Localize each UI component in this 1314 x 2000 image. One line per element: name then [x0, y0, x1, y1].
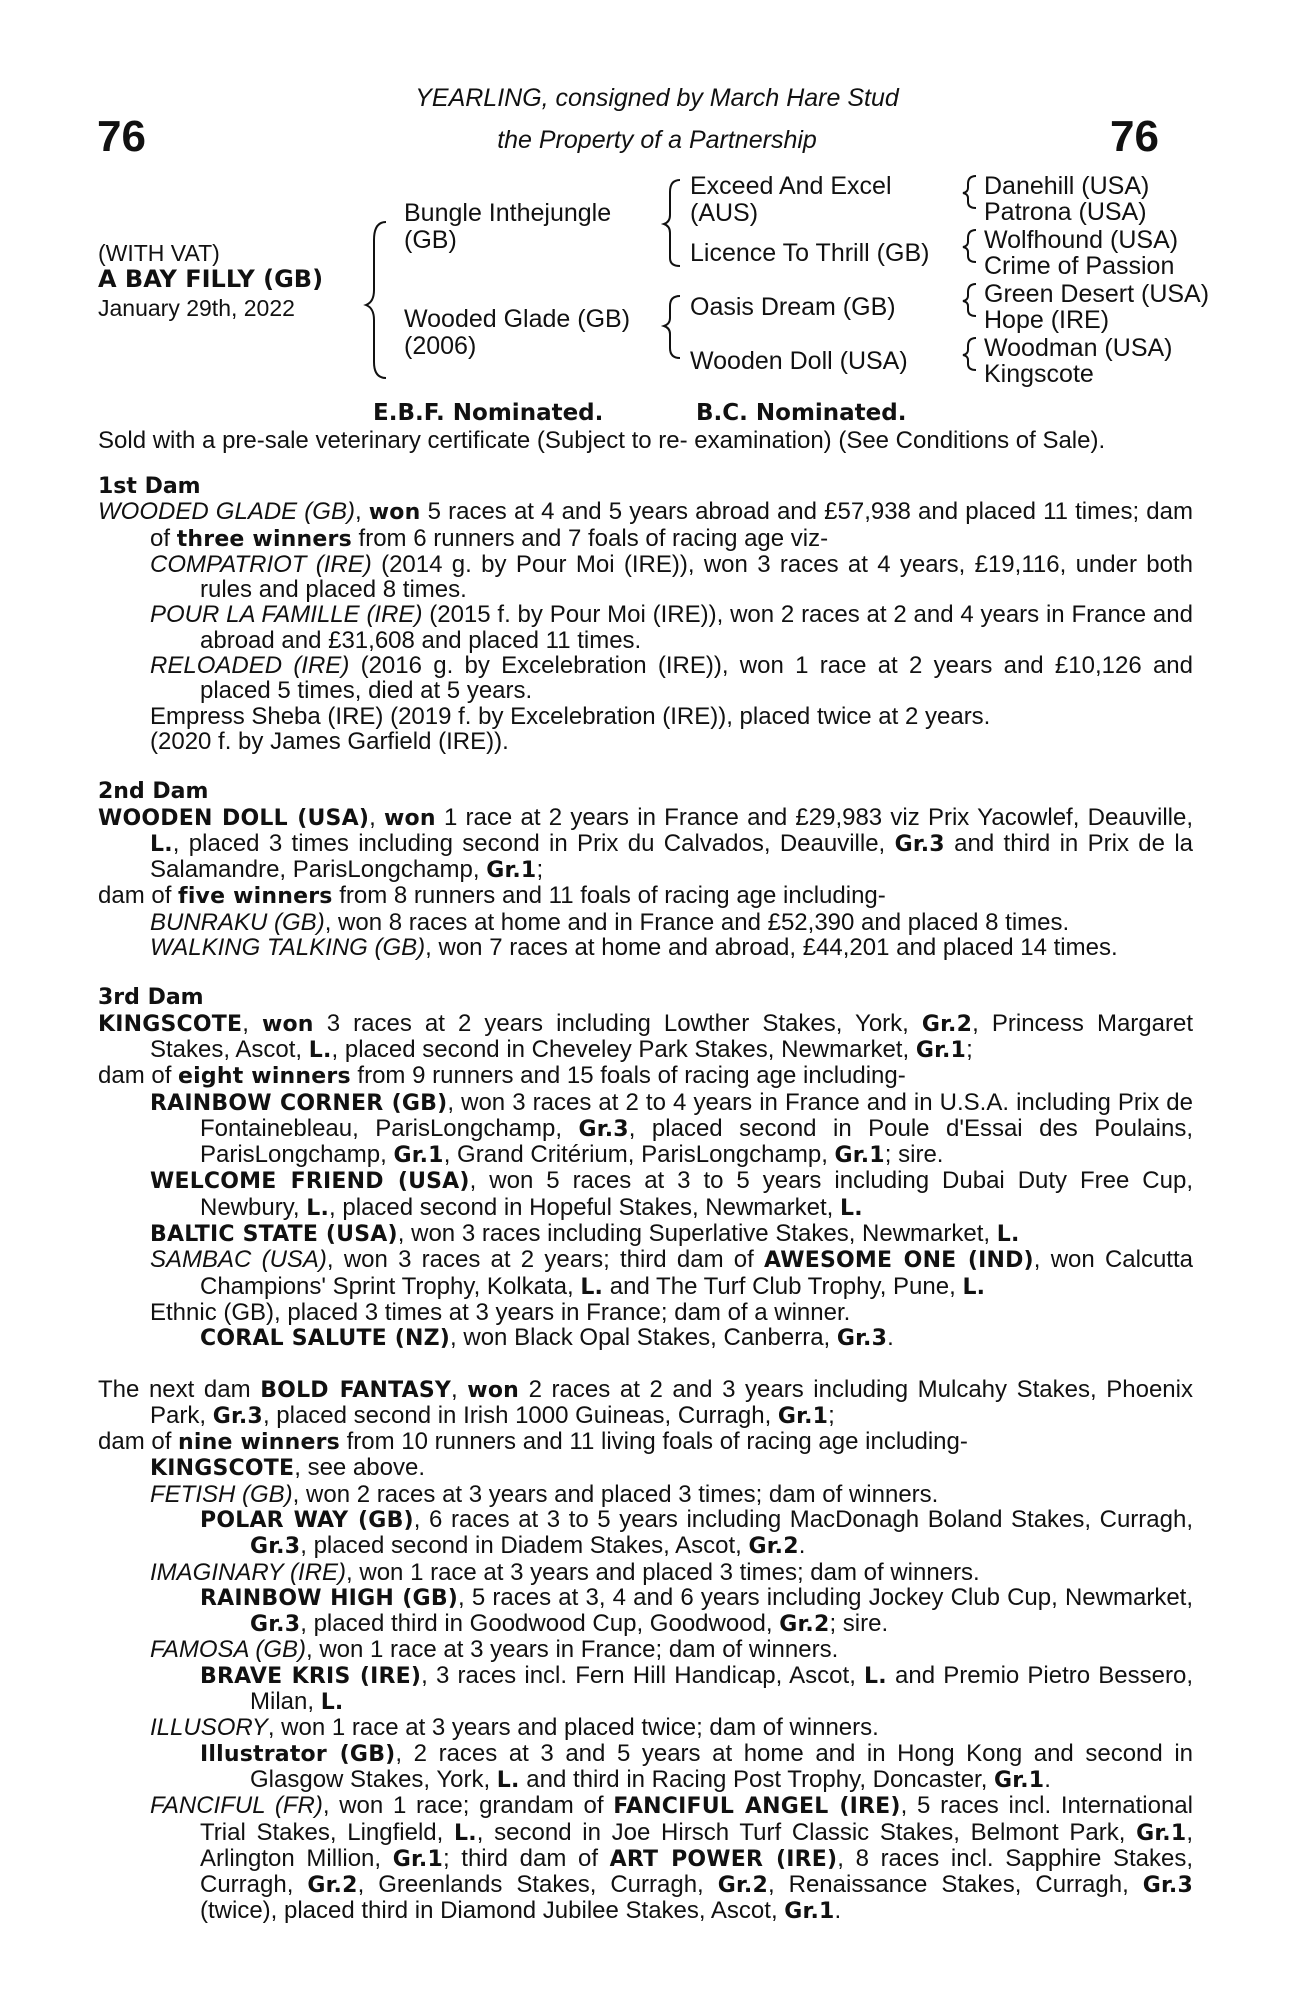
g3-danehill: Danehill (USA) — [984, 172, 1150, 200]
progeny-entry: WELCOME FRIEND (USA), won 5 races at 3 to 5 years including Dubai Duty Free Cup, Newbury, L., placed second in Hopeful Stakes, Newmarket, L. — [150, 1167, 1193, 1221]
next-dam-entry: The next dam BOLD FANTASY, won 2 races at 2 and 3 years including Mulcahy Stakes, Phoenix Park, Gr.3, placed second in Irish 1000 Guineas, Curragh, Gr.1; — [98, 1375, 1193, 1429]
progeny-entry: POLAR WAY (GB), 6 races at 3 to 5 years including MacDonagh Boland Stakes, Curragh, Gr.3, placed second in Diadem Stakes, Ascot, Gr.2. — [200, 1505, 1193, 1560]
progeny-entry: FETISH (GB), won 2 races at 3 years and placed 3 times; dam of winners. — [150, 1480, 939, 1508]
progeny-entry: COMPATRIOT (IRE) (2014 g. by Pour Moi (IRE)), won 3 races at 4 years, £19,116, under both rules and placed 8 times. — [150, 550, 1193, 604]
property-line: the Property of a Partnership — [497, 126, 817, 154]
g3-woodman: Woodman (USA) — [984, 334, 1173, 362]
dam2-produce-line: dam of five winners from 8 runners and 11 foals of racing age including- — [98, 882, 886, 910]
g3-crime-of-passion: Crime of Passion — [984, 252, 1175, 280]
progeny-entry: SAMBAC (USA), won 3 races at 2 years; third dam of AWESOME ONE (IND), won Calcutta Champions' Sprint Trophy, Kolkata, L. and The Turf Club Trophy, Pune, L. — [150, 1246, 1193, 1300]
progeny-entry: ILLUSORY, won 1 race at 3 years and placed twice; dam of winners. — [150, 1714, 879, 1742]
next-dam-produce-line: dam of nine winners from 10 runners and 11 living foals of racing age including- — [98, 1428, 968, 1456]
progeny-entry: FANCIFUL (FR), won 1 race; grandam of FANCIFUL ANGEL (IRE), 5 races incl. International Trial Stakes, Lingfield, L., second in Joe Hirsch Turf Classic Stakes, Belmont Park, Gr.1, Arlington Million, Gr.1; third dam of ART POWER (IRE), 8 races incl. Sapphire Stakes, Curragh, Gr.2, Greenlands Stakes, Curragh, Gr.2, Renaissance Stakes, Curragh, Gr.3 (twice), placed third in Diamond Jubilee Stakes, Ascot, Gr.1. — [150, 1792, 1194, 1925]
g3-patrona: Patrona (USA) — [984, 198, 1147, 226]
section-title-1st-dam: 1st Dam — [98, 474, 201, 499]
progeny-entry: (2020 f. by James Garfield (IRE)). — [150, 727, 509, 755]
progeny-entry: KINGSCOTE, see above. — [150, 1454, 425, 1482]
progeny-entry: IMAGINARY (IRE), won 1 race at 3 years and placed 3 times; dam of winners. — [150, 1558, 980, 1586]
sire-sire-name: Exceed And Excel (AUS) — [690, 172, 892, 227]
horse-name: A BAY FILLY (GB) — [98, 265, 324, 293]
progeny-entry: RELOADED (IRE) (2016 g. by Excelebration (IRE)), won 1 race at 2 years and £10,126 and placed 5 times, died at 5 years. — [150, 652, 1193, 705]
dam-sire-name: Oasis Dream (GB) — [690, 293, 896, 321]
dam-name: Wooded Glade (GB) (2006) — [404, 305, 631, 360]
vat-label: (WITH VAT) — [98, 240, 220, 266]
lot-number-left: 76 — [97, 112, 146, 161]
g3-hope: Hope (IRE) — [984, 306, 1110, 334]
progeny-entry: CORAL SALUTE (NZ), won Black Opal Stakes, Canberra, Gr.3. — [200, 1324, 894, 1352]
progeny-entry: RAINBOW HIGH (GB), 5 races at 3, 4 and 6 years including Jockey Club Cup, Newmarket, Gr.3, placed third in Goodwood Cup, Goodwood, Gr.2; sire. — [200, 1583, 1193, 1638]
foaling-date: January 29th, 2022 — [98, 295, 295, 321]
lot-number-right: 76 — [1110, 112, 1159, 161]
progeny-entry: Illustrator (GB), 2 races at 3 and 5 years at home and in Hong Kong and second in Glasgow Stakes, York, L. and third in Racing Post Trophy, Doncaster, Gr.1. — [200, 1739, 1193, 1793]
g3-kingscote: Kingscote — [984, 360, 1094, 388]
section-title-3rd-dam: 3rd Dam — [98, 985, 204, 1011]
consignor-line: YEARLING, consigned by March Hare Stud — [415, 84, 899, 112]
sale-note: Sold with a pre-sale veterinary certificate (Subject to re- examination) (See Conditions of Sale). — [98, 427, 1106, 454]
progeny-entry: BUNRAKU (GB), won 8 races at home and in France and £52,390 and placed 8 times. — [150, 908, 1070, 936]
progeny-entry: Ethnic (GB), placed 3 times at 3 years in France; dam of a winner. — [150, 1298, 851, 1326]
dam3-produce-line: dam of eight winners from 9 runners and 15 foals of racing age including- — [98, 1062, 906, 1090]
progeny-entry: BALTIC STATE (USA), won 3 races including Superlative Stakes, Newmarket, L. — [150, 1220, 1020, 1248]
g3-green-desert: Green Desert (USA) — [984, 280, 1210, 308]
progeny-entry: RAINBOW CORNER (GB), won 3 races at 2 to 4 years in France and in U.S.A. including Prix de Fontainebleau, ParisLongchamp, Gr.3, placed second in Poule d'Essai des Poulains, ParisLongchamp, Gr.1, Grand Critérium, ParisLongchamp, Gr.1; sire. — [150, 1088, 1194, 1169]
progeny-entry: POUR LA FAMILLE (IRE) (2015 f. by Pour Moi (IRE)), won 2 races at 2 and 4 years in France and abroad and £31,608 and placed 11 times. — [150, 601, 1193, 654]
sire-dam-name: Licence To Thrill (GB) — [690, 239, 930, 267]
sire-name: Bungle Inthejungle (GB) — [404, 199, 612, 254]
progeny-entry: FAMOSA (GB), won 1 race at 3 years in France; dam of winners. — [150, 1636, 839, 1664]
progeny-entry: WALKING TALKING (GB), won 7 races at home and abroad, £44,201 and placed 14 times. — [150, 934, 1118, 962]
dam1-entry: WOODED GLADE (GB), won 5 races at 4 and 5 years abroad and £57,938 and placed 11 times; dam of three winners from 6 runners and 7 foals of racing age viz- — [98, 498, 1193, 552]
progeny-entry: BRAVE KRIS (IRE), 3 races incl. Fern Hill Handicap, Ascot, L. and Premio Pietro Bessero, Milan, L. — [200, 1661, 1194, 1716]
ebf-nomination: E.B.F. Nominated. — [373, 400, 604, 426]
bc-nomination: B.C. Nominated. — [696, 400, 907, 426]
dam2-entry: WOODEN DOLL (USA), won 1 race at 2 years in France and £29,983 viz Prix Yacowlef, Deauville, L., placed 3 times including second in Prix du Calvados, Deauville, Gr.3 and third in Prix de la Salamandre, ParisLongchamp, Gr.1; — [98, 803, 1194, 884]
progeny-entry: Empress Sheba (IRE) (2019 f. by Excelebration (IRE)), placed twice at 2 years. — [150, 702, 991, 730]
g3-wolfhound: Wolfhound (USA) — [984, 226, 1179, 254]
dam-dam-name: Wooden Doll (USA) — [690, 347, 908, 375]
section-title-2nd-dam: 2nd Dam — [98, 779, 209, 805]
catalogue-body — [98, 474, 1193, 1925]
dam3-entry: KINGSCOTE, won 3 races at 2 years including Lowther Stakes, York, Gr.2, Princess Margaret Stakes, Ascot, L., placed second in Cheveley Park Stakes, Newmarket, Gr.1; — [98, 1009, 1193, 1063]
